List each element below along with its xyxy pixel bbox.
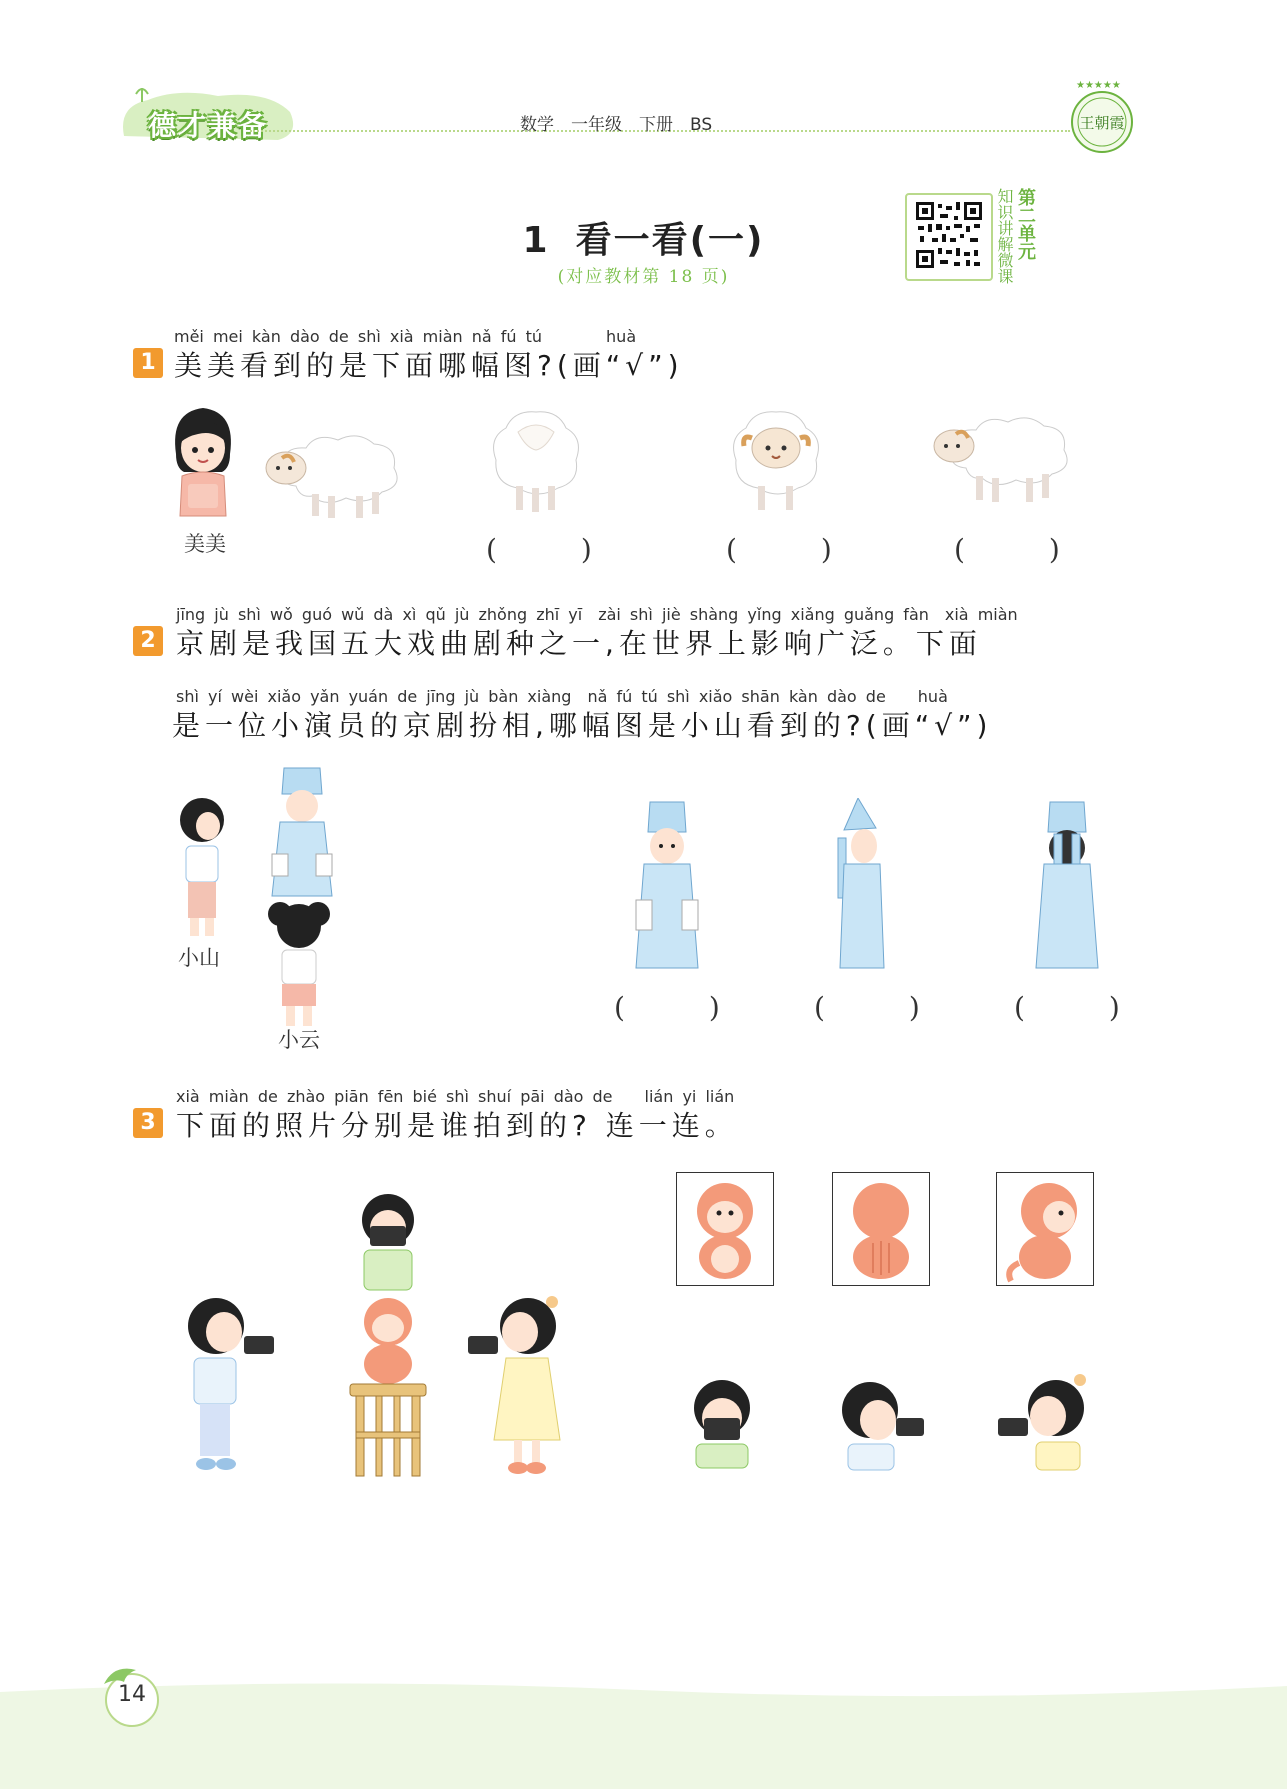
- q3-pinyin: xià miàn de zhào piān fēn bié shì shuí pāi dào de lián yi lián: [176, 1087, 735, 1106]
- q1-answer-box-1[interactable]: ( ): [486, 533, 592, 566]
- caption-xiaoyun: 小云: [278, 1028, 320, 1052]
- q2-answer-box-2[interactable]: ( ): [814, 991, 920, 1024]
- q1-number-badge: 1: [133, 348, 163, 378]
- q3-text: 下面的照片分别是谁拍到的? 连一连。: [176, 1109, 738, 1142]
- sheep-side-view-option: [926, 408, 1076, 508]
- qr-code-icon[interactable]: [914, 200, 984, 270]
- lesson-number: 1: [522, 220, 550, 261]
- q2-pinyin-line-2: shì yí wèi xiǎo yǎn yuán de jīng jù bàn xiàng nǎ fú tú shì xiǎo shān kàn dào de huà: [176, 687, 948, 706]
- q2-pinyin-line-1: jīng jù shì wǒ guó wǔ dà xì qǔ jù zhǒng zhī yī zài shì jiè shàng yǐng xiǎng guǎng fàn xià miàn: [176, 605, 1018, 624]
- caption-meimei: 美美: [184, 532, 226, 556]
- lesson-subtitle: (对应教材第 18 页): [557, 267, 730, 287]
- publisher-seal-logo: [1066, 78, 1138, 158]
- monkey-side-icon: [997, 1173, 1093, 1285]
- lesson-title: [0, 212, 1287, 263]
- girl-meimei-figure: [168, 402, 238, 522]
- sheep-back-view-option: [488, 408, 584, 514]
- q2-answer-box-1[interactable]: ( ): [614, 991, 720, 1024]
- q3-number-badge: 3: [133, 1108, 163, 1138]
- qr-tag-micro-lesson: 知识讲解微课: [995, 188, 1014, 284]
- sheep-front-view-option: [728, 408, 824, 514]
- q1-answer-box-2[interactable]: ( ): [726, 533, 832, 566]
- page-number: 14: [118, 1682, 146, 1707]
- performer-side-view-option: [830, 798, 892, 976]
- sheep-side-view: [256, 426, 406, 522]
- boy-photographer-left: [180, 1296, 280, 1474]
- q1-answer-box-3[interactable]: ( ): [954, 533, 1060, 566]
- performer-front-view-option: [630, 800, 704, 976]
- q2-number-badge: 2: [133, 626, 163, 656]
- photo-monkey-back[interactable]: [832, 1172, 930, 1286]
- photo-monkey-side[interactable]: [996, 1172, 1094, 1286]
- photographer-head-girl[interactable]: [996, 1372, 1096, 1472]
- q1-pinyin: měi mei kàn dào de shì xià miàn nǎ fú tú huà: [174, 327, 637, 346]
- monkey-front-icon: [677, 1173, 773, 1285]
- photographer-head-boy-top[interactable]: [682, 1378, 762, 1470]
- opera-performer-figure: [266, 764, 338, 900]
- q2-text-line-1: 京剧是我国五大戏曲剧种之一,在世界上影响广泛。下面: [176, 627, 982, 660]
- footer-background-wave: [0, 1680, 1287, 1789]
- book-subject-label: 数学 一年级 下册 BS: [520, 115, 713, 135]
- lesson-title-text: 看一看(一): [575, 220, 765, 261]
- q2-answer-box-3[interactable]: ( ): [1014, 991, 1120, 1024]
- girl-xiaoyun-figure: [264, 896, 334, 1032]
- q1-text: 美美看到的是下面哪幅图?(画“√”): [174, 349, 684, 382]
- monkey-on-stool-with-boy: [340, 1192, 436, 1478]
- svg-text:★★★★★: ★★★★★: [1076, 80, 1121, 91]
- photo-monkey-front[interactable]: [676, 1172, 774, 1286]
- svg-text:王朝霞: 王朝霞: [1079, 116, 1125, 132]
- boy-xiaoshan-figure: [172, 796, 232, 942]
- caption-xiaoshan: 小山: [178, 946, 220, 970]
- girl-photographer-right: [464, 1294, 568, 1476]
- monkey-back-icon: [833, 1173, 929, 1285]
- qr-tag-unit: 第二单元: [1015, 188, 1036, 260]
- photographer-head-boy-left[interactable]: [834, 1380, 926, 1472]
- performer-back-view-option: [1030, 800, 1104, 976]
- q2-text-line-2: 是一位小演员的京剧扮相,哪幅图是小山看到的?(画“√”): [172, 709, 993, 742]
- brand-title: 德才兼备: [148, 109, 269, 142]
